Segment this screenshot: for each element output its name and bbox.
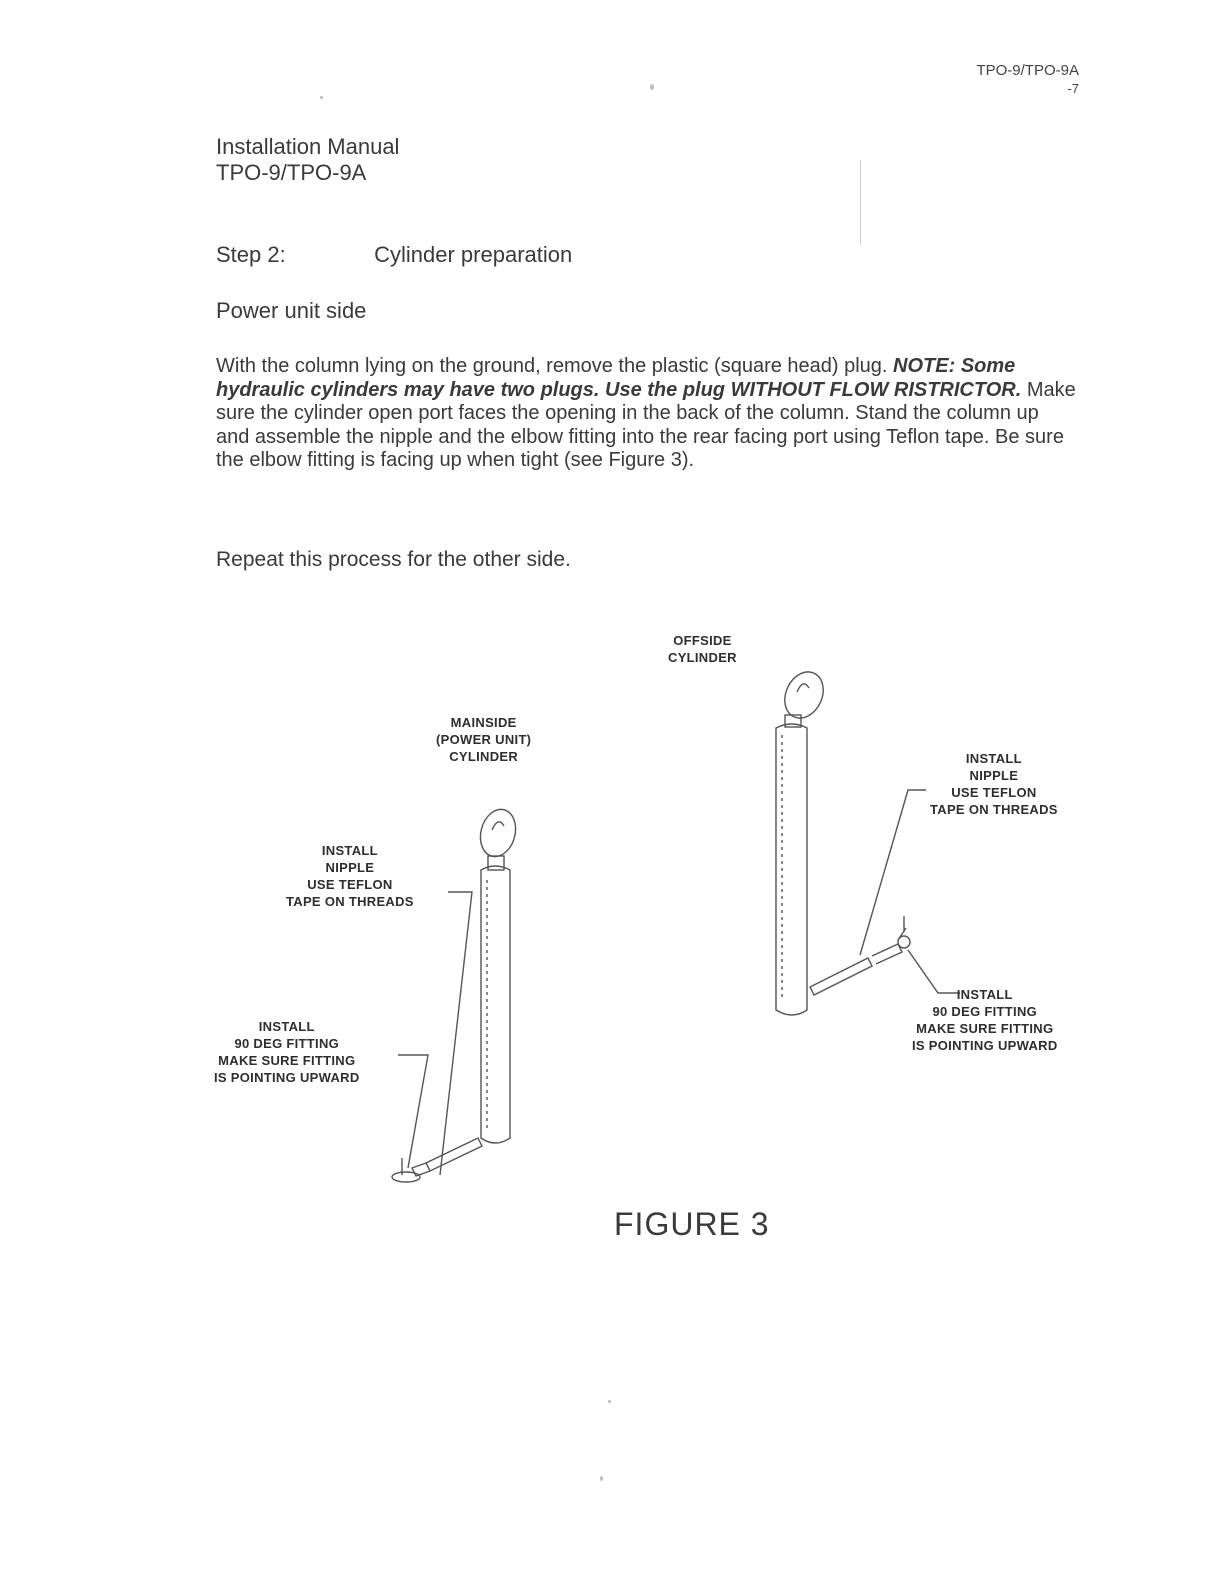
offside-cylinder (776, 666, 960, 1015)
label-line: CYLINDER (668, 650, 737, 665)
right-nipple-callout (930, 750, 1058, 818)
label-line: MAINSIDE (450, 715, 517, 730)
note-text: NOTE: Some hydraulic cylinders may have two plugs. Use the plug WITHOUT FLOW RISTRICTOR. (216, 355, 1022, 401)
mainside-eye (475, 805, 520, 860)
model-text: TPO-9/TPO-9A (216, 160, 367, 185)
scan-speck (650, 84, 654, 90)
scan-speck (320, 96, 323, 99)
mainside-body (481, 866, 510, 1143)
instruction-paragraph (216, 355, 1076, 473)
label-line: INSTALL (321, 843, 378, 858)
left-nipple-callout (286, 842, 414, 910)
subheading: Power unit side (216, 298, 367, 323)
label-line: NIPPLE (325, 860, 375, 875)
mainside-elbow (392, 1172, 420, 1182)
label-line: CYLINDER (449, 749, 519, 764)
label-line: USE TEFLON (307, 877, 393, 892)
label-line: MAKE SURE FITTING (916, 1021, 1054, 1036)
label-line: MAKE SURE FITTING (218, 1053, 356, 1068)
mainside-rod (488, 856, 504, 870)
label-line: NIPPLE (969, 768, 1019, 783)
figure-3 (0, 600, 1224, 1280)
cylinder-diagram (0, 600, 1224, 1280)
label-line: (POWER UNIT) (436, 732, 532, 747)
label-line: IS POINTING UPWARD (912, 1038, 1058, 1053)
label-line: TAPE ON THREADS (930, 802, 1058, 817)
mainside-cylinder-label (436, 714, 531, 765)
mainside-nipple (426, 1138, 482, 1171)
label-line: OFFSIDE (673, 633, 732, 648)
label-line: 90 DEG FITTING (234, 1036, 340, 1051)
manual-title-text: Installation Manual (216, 134, 400, 159)
offside-cylinder-label (668, 632, 737, 666)
label-line: 90 DEG FITTING (932, 1004, 1038, 1019)
step-title: Cylinder preparation (374, 242, 573, 267)
label-line: INSTALL (258, 1019, 315, 1034)
mainside-nipple-leader (440, 892, 472, 1175)
paragraph-start: With the column lying on the ground, remove the plastic (square head) plug. (216, 355, 888, 377)
label-line: TAPE ON THREADS (286, 894, 414, 909)
page-number: -7 (1067, 81, 1079, 96)
scan-speck (600, 1476, 603, 1481)
label-line: USE TEFLON (951, 785, 1037, 800)
offside-nipple (810, 958, 872, 995)
label-line: INSTALL (965, 751, 1022, 766)
step-heading (216, 242, 572, 268)
paragraph-end: Make sure the cylinder open port faces the opening in the back of the column. Stand the column up and assemble the nipple and the elbow fitting into the rear facing port using Teflon tape. Be sure the elbow fitting is facing up when tight (see Figure 3). (216, 378, 1076, 471)
step-label: Step 2: (216, 242, 286, 267)
page-identifier (976, 62, 1079, 98)
offside-body (776, 724, 807, 1015)
label-line: IS POINTING UPWARD (214, 1070, 360, 1085)
mainside-fitting-leader (398, 1055, 428, 1168)
scan-speck (608, 1400, 611, 1403)
offside-nipple-leader (860, 790, 926, 955)
right-fitting-callout (912, 986, 1058, 1054)
left-fitting-callout (214, 1018, 360, 1086)
figure-caption: FIGURE 3 (614, 1206, 770, 1242)
label-line: INSTALL (956, 987, 1013, 1002)
document-title (216, 134, 399, 186)
page-model-code: TPO-9/TPO-9A (976, 62, 1079, 79)
repeat-instruction: Repeat this process for the other side. (216, 548, 571, 571)
scan-speck (860, 160, 861, 245)
